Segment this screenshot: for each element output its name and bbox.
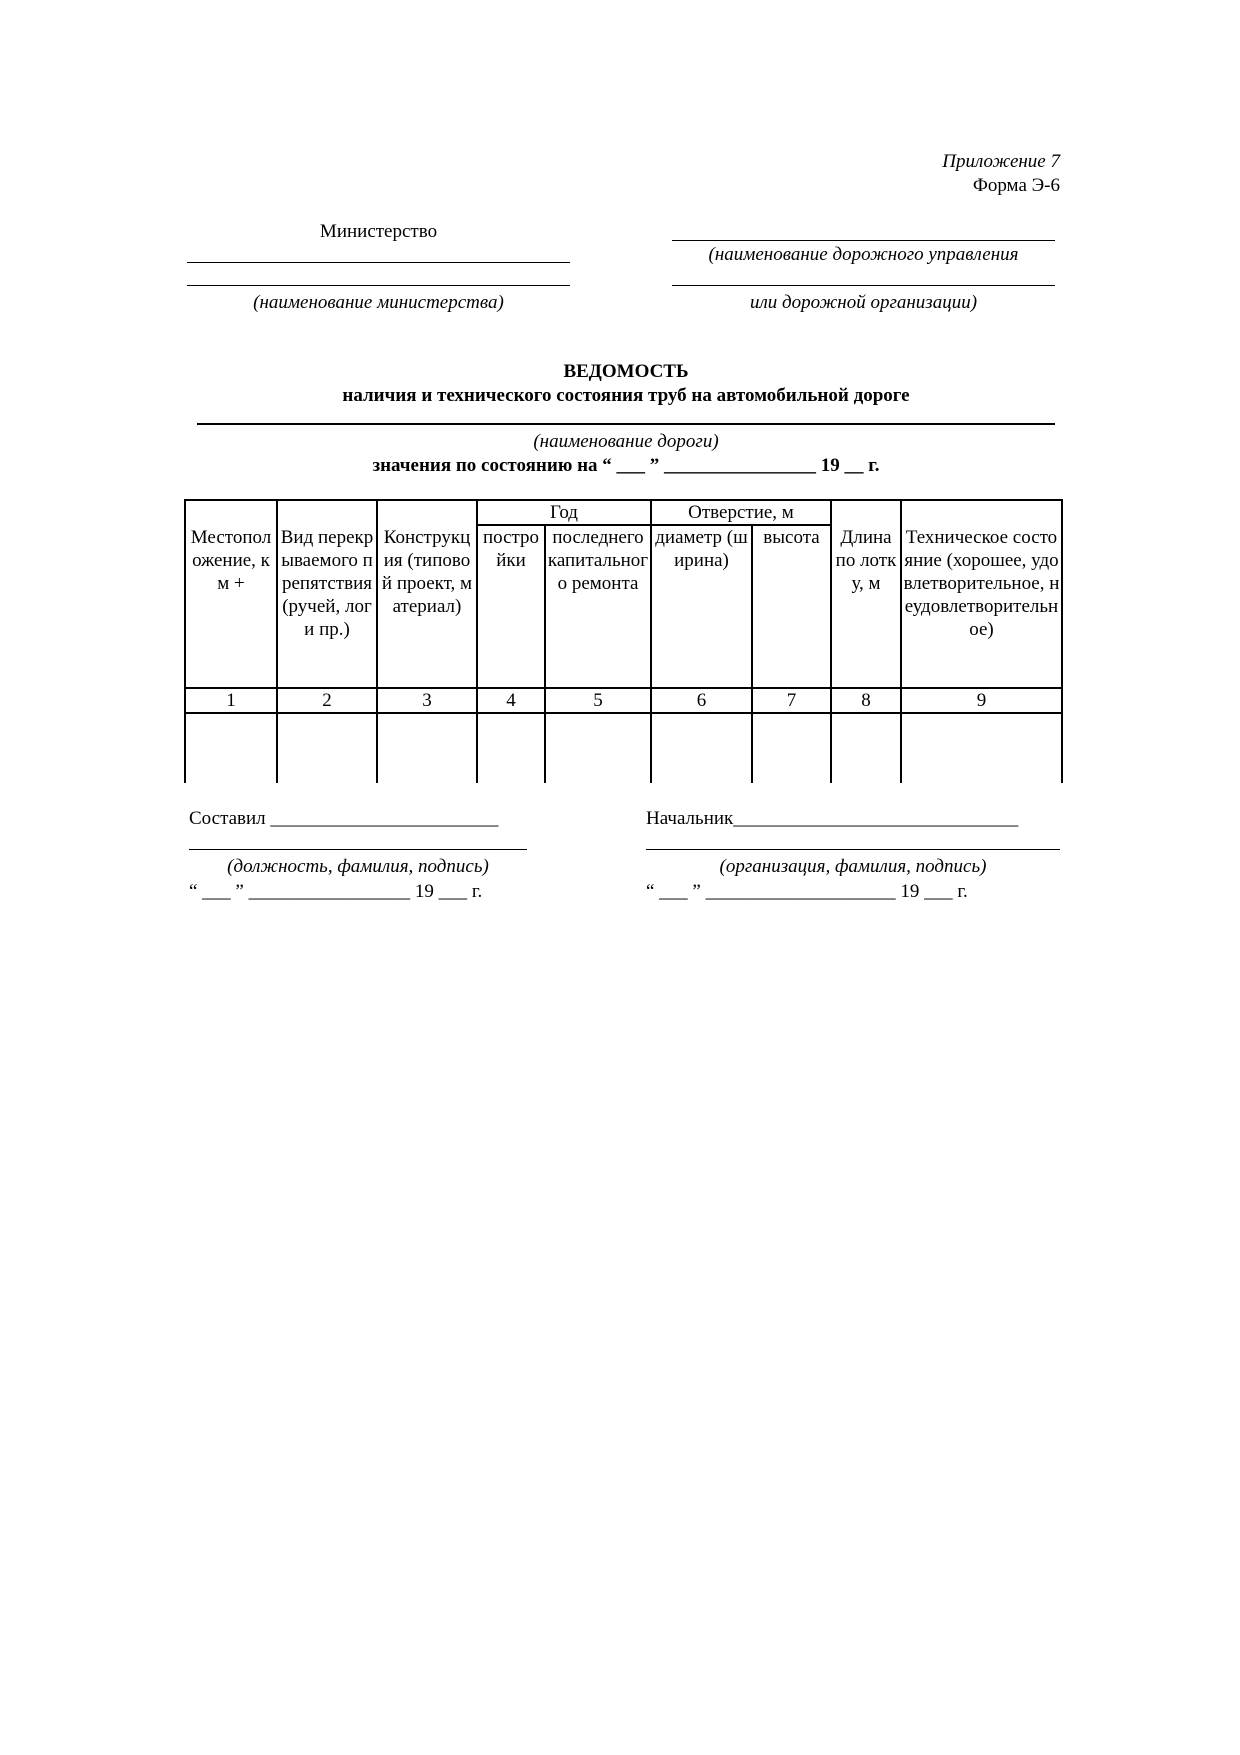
table-cell [831, 713, 901, 783]
col-height-header: высота [752, 525, 831, 688]
table-cell [545, 713, 651, 783]
col-number: 5 [545, 688, 651, 713]
col-number: 8 [831, 688, 901, 713]
col-number: 1 [185, 688, 277, 713]
table-cell [377, 713, 477, 783]
road-name-line [197, 423, 1055, 425]
col-condition-header: Техническое состояние (хорошее, удовлетворительное, неудовлетворительное) [901, 500, 1062, 688]
table-cell [651, 713, 752, 783]
col-length-header: Длина по лотку, м [831, 500, 901, 688]
col-built-header: постройки [477, 525, 545, 688]
table-cell [185, 713, 277, 783]
group-opening-header: Отверстие, м [651, 500, 831, 525]
chief-line [646, 849, 1060, 850]
ministry-title: Министерство [319, 221, 438, 242]
col-diameter-header: диаметр (ширина) [651, 525, 752, 688]
document-title: ВЕДОМОСТЬ [563, 361, 689, 382]
table-cell [901, 713, 1062, 783]
date-line: значения по состоянию на “ ___ ” ________________ 19 __ г. [372, 455, 880, 476]
compiled-by-label: Составил ________________________ [189, 808, 499, 829]
col-number: 3 [377, 688, 477, 713]
table-cell [752, 713, 831, 783]
col-repair-header: последнего капитального ремонта [545, 525, 651, 688]
col-number: 7 [752, 688, 831, 713]
group-year-header: Год [477, 500, 651, 525]
col-construction-header: Конструкция (типовой проект, материал) [377, 500, 477, 688]
ministry-caption: (наименование министерства) [253, 292, 504, 313]
pipes-table [184, 499, 1063, 783]
col-number: 4 [477, 688, 545, 713]
compiled-by-date: “ ___ ” _________________ 19 ___ г. [189, 881, 483, 902]
compiled-by-caption: (должность, фамилия, подпись) [227, 856, 489, 877]
col-obstacle-header: Вид перекрываемого препятствия (ручей, лог и пр.) [277, 500, 377, 688]
col-number: 2 [277, 688, 377, 713]
document-subtitle: наличия и технического состояния труб на автомобильной дороге [342, 385, 910, 406]
table-cell [477, 713, 545, 783]
chief-label: Начальник______________________________ [646, 808, 1019, 829]
compiled-by-line [189, 849, 527, 850]
chief-caption: (организация, фамилия, подпись) [719, 856, 987, 877]
col-number: 6 [651, 688, 752, 713]
ministry-line-2 [187, 285, 570, 286]
road-org-caption-2: или дорожной организации) [749, 292, 978, 313]
ministry-line-1 [187, 262, 570, 263]
table-row [185, 713, 1062, 783]
appendix-label: Приложение 7 [942, 151, 1060, 172]
road-org-line-1 [672, 240, 1055, 241]
col-location-header: Местоположение, км + [185, 500, 277, 688]
table-cell [277, 713, 377, 783]
chief-date: “ ___ ” ____________________ 19 ___ г. [646, 881, 968, 902]
road-name-caption: (наименование дороги) [533, 431, 719, 452]
col-number: 9 [901, 688, 1062, 713]
road-org-line-2 [672, 285, 1055, 286]
road-org-caption-1: (наименование дорожного управления [708, 244, 1019, 265]
form-label: Форма Э-6 [972, 175, 1060, 196]
